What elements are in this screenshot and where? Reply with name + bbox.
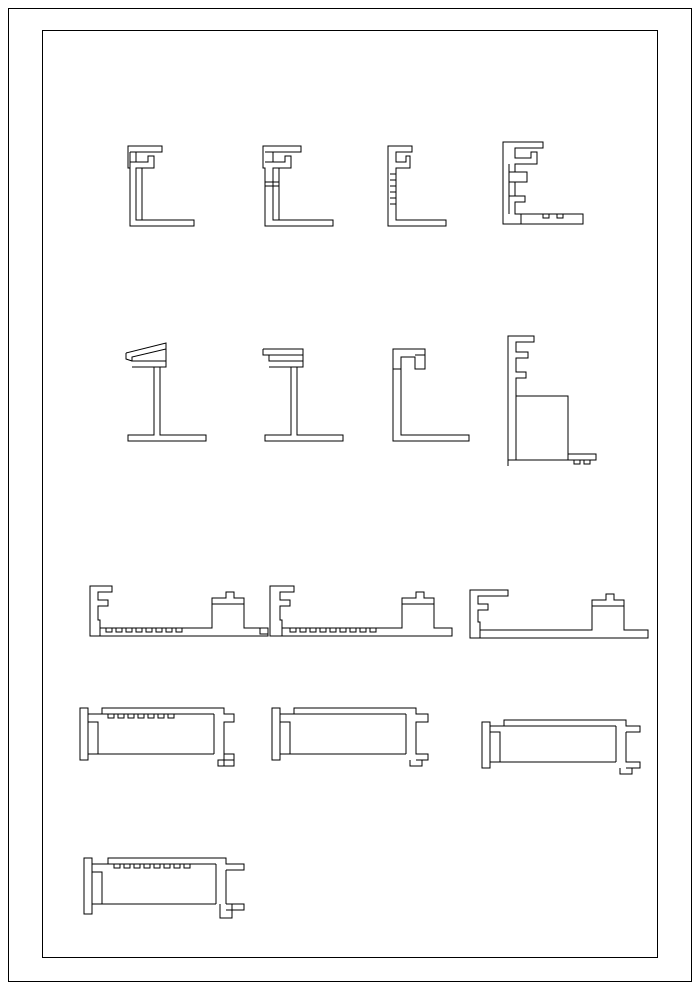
profile-p9[interactable] — [82, 570, 282, 650]
profile-p15[interactable] — [76, 842, 286, 927]
profile-p1[interactable] — [122, 140, 232, 240]
profile-p7[interactable] — [387, 335, 492, 455]
profile-p14[interactable] — [474, 706, 664, 781]
profile-p13[interactable] — [266, 698, 456, 773]
profile-p2[interactable] — [257, 140, 367, 240]
profile-p8[interactable] — [500, 328, 635, 458]
profile-p10[interactable] — [262, 570, 462, 650]
drawing-area — [42, 30, 658, 958]
profile-p5[interactable] — [122, 335, 232, 455]
profile-p3[interactable] — [382, 140, 482, 240]
profile-p11[interactable] — [462, 570, 657, 650]
profile-p12[interactable] — [74, 698, 264, 773]
profile-p4[interactable] — [497, 138, 617, 240]
profile-p6[interactable] — [257, 335, 367, 455]
